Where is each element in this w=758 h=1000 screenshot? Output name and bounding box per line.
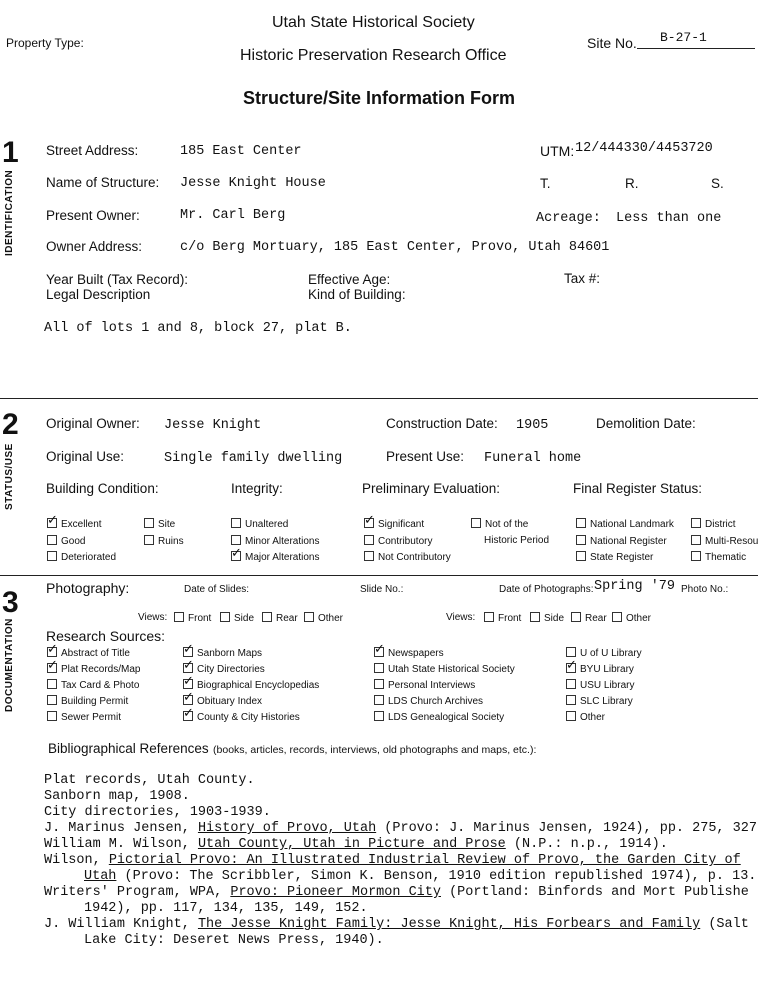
checkbox-checked[interactable] — [183, 663, 193, 673]
bib-author: William M. Wilson, — [44, 837, 198, 852]
prelim-significant[interactable] — [364, 518, 424, 530]
integrity-minor-label: Minor Alterations — [245, 536, 320, 547]
source-other[interactable] — [566, 711, 605, 723]
checkbox[interactable] — [484, 612, 494, 622]
present-owner-value: Mr. Carl Berg — [180, 208, 286, 223]
checkbox[interactable] — [220, 612, 230, 622]
source-label: BYU Library — [580, 664, 634, 675]
checkbox-checked[interactable] — [231, 551, 241, 561]
source-label: Newspapers — [388, 648, 444, 659]
source-byu[interactable] — [566, 663, 634, 675]
view-front-label: Front — [498, 613, 522, 624]
bib-title: Provo: Pioneer Mormon City — [230, 885, 441, 900]
bib-title: History of Provo, Utah — [197, 821, 377, 836]
view-left-rear[interactable] — [262, 612, 298, 624]
checkbox[interactable] — [374, 663, 384, 673]
street-address-value: 185 East Center — [180, 144, 302, 159]
cond-excellent[interactable] — [47, 518, 102, 530]
checkbox[interactable] — [576, 535, 586, 545]
bib-line-10 — [44, 917, 749, 933]
photo-no-label: Photo No.: — [681, 584, 729, 595]
slides-date-label: Date of Slides: — [184, 584, 250, 595]
cond-deteriorated[interactable] — [47, 551, 116, 563]
structure-name-label: Name of Structure: — [46, 175, 160, 190]
kind-of-building-label: Kind of Building: — [308, 287, 406, 302]
checkbox[interactable] — [374, 679, 384, 689]
utm-value: 12/444330/4453720 — [575, 141, 713, 156]
section-divider-1 — [0, 398, 758, 399]
source-label: LDS Church Archives — [388, 696, 484, 707]
original-use-value: Single family dwelling — [164, 451, 343, 466]
year-built-label: Year Built (Tax Record): — [46, 272, 189, 287]
source-lds-genealogy[interactable] — [374, 711, 504, 723]
final-national-register-label: National Register — [590, 536, 667, 547]
source-label: City Directories — [197, 664, 265, 675]
view-right-rear[interactable] — [571, 612, 607, 624]
checkbox[interactable] — [566, 711, 576, 721]
checkbox[interactable] — [566, 695, 576, 705]
checkbox[interactable] — [144, 535, 154, 545]
checkbox[interactable] — [566, 647, 576, 657]
final-national-register[interactable] — [576, 535, 667, 547]
utm-label: UTM: — [540, 143, 575, 159]
views-left-label: Views: — [138, 612, 168, 623]
checkbox[interactable] — [231, 535, 241, 545]
source-label: LDS Genealogical Society — [388, 712, 505, 723]
checkbox-checked[interactable] — [47, 663, 57, 673]
view-right-side[interactable] — [530, 612, 564, 624]
source-label: Tax Card & Photo — [61, 680, 140, 691]
checkbox[interactable] — [571, 612, 581, 622]
source-histories[interactable] — [183, 711, 300, 723]
source-interviews[interactable] — [374, 679, 475, 691]
checkbox[interactable] — [47, 679, 57, 689]
source-label: U of U Library — [580, 648, 642, 659]
integrity-label: Integrity: — [231, 481, 283, 496]
bib-line-4 — [44, 821, 757, 837]
checkbox[interactable] — [47, 711, 57, 721]
bib-author: Writers' Program, WPA, — [44, 885, 231, 900]
bib-line-2: Sanborn map, 1908. — [44, 789, 190, 804]
integrity-major-label: Major Alterations — [245, 552, 320, 563]
cond-deteriorated-label: Deteriorated — [61, 552, 117, 563]
t-label: T. — [540, 176, 551, 191]
street-address-label: Street Address: — [46, 143, 139, 158]
section-1-number: 1 — [2, 136, 19, 169]
final-national-landmark[interactable] — [576, 518, 674, 530]
bib-sublabel: (books, articles, records, interviews, old photographs and maps, etc.): — [213, 744, 537, 756]
research-sources-label: Research Sources: — [46, 628, 166, 644]
photos-date-label: Date of Photographs: — [499, 584, 594, 595]
checkbox[interactable] — [47, 695, 57, 705]
checkbox[interactable] — [144, 518, 154, 528]
checkbox[interactable] — [691, 535, 701, 545]
tax-number-label: Tax #: — [564, 271, 601, 286]
building-condition-label: Building Condition: — [46, 481, 159, 496]
view-front-label: Front — [188, 613, 212, 624]
cond-good[interactable] — [47, 535, 85, 547]
view-rear-label: Rear — [276, 613, 298, 624]
effective-age-label: Effective Age: — [308, 272, 391, 287]
bib-line-1: Plat records, Utah County. — [44, 773, 255, 788]
source-label: Utah State Historical Society — [388, 664, 515, 675]
section-1-side-label: IDENTIFICATION — [4, 169, 15, 256]
final-register-label: Final Register Status: — [573, 481, 703, 496]
checkbox-checked[interactable] — [183, 711, 193, 721]
source-label: Plat Records/Map — [61, 664, 141, 675]
view-other-label: Other — [626, 613, 652, 624]
source-lds-archives[interactable] — [374, 695, 483, 707]
view-rear-label: Rear — [585, 613, 607, 624]
bib-title: Pictorial Provo: An Illustrated Industrial Review of Provo, the Garden City of — [108, 853, 741, 868]
cond-excellent-label: Excellent — [61, 519, 102, 530]
bib-pub: (N.P.: n.p., 1914). — [505, 837, 668, 852]
final-state-register[interactable] — [576, 551, 653, 563]
final-state-register-label: State Register — [590, 552, 654, 563]
section-divider-2 — [0, 575, 758, 576]
checkbox[interactable] — [374, 711, 384, 721]
original-use-label: Original Use: — [46, 449, 125, 464]
cond-ruins-label: Ruins — [158, 536, 184, 547]
checkbox[interactable] — [530, 612, 540, 622]
owner-address-label: Owner Address: — [46, 239, 143, 254]
source-label: Sanborn Maps — [197, 648, 263, 659]
office-name: Historic Preservation Research Office — [240, 47, 507, 64]
bib-line-8 — [44, 885, 749, 901]
owner-address-value: c/o Berg Mortuary, 185 East Center, Provo, Utah 84601 — [180, 240, 610, 255]
present-owner-label: Present Owner: — [46, 208, 140, 223]
source-label: Abstract of Title — [61, 648, 130, 659]
checkbox-checked[interactable] — [364, 518, 374, 528]
s-label: S. — [711, 176, 724, 191]
preliminary-evaluation-label: Preliminary Evaluation: — [362, 481, 501, 496]
bib-author: Wilson, — [44, 853, 109, 868]
checkbox[interactable] — [471, 518, 481, 528]
acreage-value: Less than one — [616, 211, 722, 226]
integrity-unaltered[interactable] — [231, 518, 288, 530]
section-3-number: 3 — [2, 586, 19, 619]
source-label: County & City Histories — [197, 712, 300, 723]
prelim-contributory-label: Contributory — [378, 536, 433, 547]
source-building-permit[interactable] — [47, 695, 128, 707]
checkbox[interactable] — [576, 551, 586, 561]
checkbox[interactable] — [174, 612, 184, 622]
bib-label: Bibliographical References — [48, 741, 209, 756]
checkbox-checked[interactable] — [183, 695, 193, 705]
source-label: USU Library — [580, 680, 635, 691]
source-label: Building Permit — [61, 696, 129, 707]
source-abstract[interactable] — [47, 647, 130, 659]
source-newspapers[interactable] — [374, 647, 444, 659]
source-label: SLC Library — [580, 696, 633, 707]
site-no-value: B-27-1 — [660, 30, 707, 45]
source-uofu[interactable] — [566, 647, 642, 659]
prelim-not-of-label: Not of the — [485, 519, 529, 530]
bib-line-3: City directories, 1903-1939. — [44, 805, 271, 820]
present-use-value: Funeral home — [484, 451, 582, 466]
final-multi-resource-label: Multi-Resou — [705, 536, 758, 547]
checkbox[interactable] — [691, 518, 701, 528]
cond-site[interactable] — [144, 518, 175, 530]
cond-site-label: Site — [158, 519, 176, 530]
site-no-underline — [637, 48, 755, 49]
checkbox[interactable] — [566, 679, 576, 689]
bib-line-5 — [44, 837, 668, 853]
bib-pub: (Provo: J. Marinus Jensen, 1924), pp. 275, 327 — [376, 821, 757, 836]
source-taxcard[interactable] — [47, 679, 139, 691]
prelim-significant-label: Significant — [378, 519, 425, 530]
integrity-minor[interactable] — [231, 535, 319, 547]
bib-title: Utah — [84, 869, 117, 884]
source-ushs[interactable] — [374, 663, 515, 675]
view-right-front[interactable] — [484, 612, 521, 624]
original-owner-value: Jesse Knight — [164, 418, 262, 433]
source-plat[interactable] — [47, 663, 140, 675]
present-use-label: Present Use: — [386, 449, 465, 464]
source-sanborn[interactable] — [183, 647, 262, 659]
checkbox[interactable] — [262, 612, 272, 622]
source-label: Obituary Index — [197, 696, 263, 707]
bib-title: The Jesse Knight Family: Jesse Knight, His Forbears and Family — [197, 917, 701, 932]
view-side-label: Side — [544, 613, 565, 624]
construction-date-value: 1905 — [516, 418, 549, 433]
checkbox-checked[interactable] — [566, 663, 576, 673]
section-2-side-label: STATUS/USE — [4, 443, 15, 510]
checkbox[interactable] — [612, 612, 622, 622]
bib-pub: (Portland: Binfords and Mort Publishe — [440, 885, 749, 900]
org-name: Utah State Historical Society — [272, 14, 475, 31]
bib-pub: (Provo: The Scribbler, Simon K. Benson, 1910 edition republished 1974), p. 13. — [116, 869, 757, 884]
source-obituary[interactable] — [183, 695, 262, 707]
final-thematic[interactable] — [691, 551, 746, 563]
checkbox[interactable] — [47, 535, 57, 545]
source-bio-enc[interactable] — [183, 679, 319, 691]
bib-line-7 — [84, 869, 756, 885]
view-left-other[interactable] — [304, 612, 343, 624]
checkbox[interactable] — [231, 518, 241, 528]
checkbox-checked[interactable] — [47, 647, 57, 657]
prelim-historic-period-label: Historic Period — [484, 535, 550, 546]
integrity-major[interactable] — [231, 551, 319, 563]
checkbox[interactable] — [364, 551, 374, 561]
view-left-front[interactable] — [174, 612, 211, 624]
original-owner-label: Original Owner: — [46, 416, 140, 431]
r-label: R. — [625, 176, 639, 191]
view-side-label: Side — [234, 613, 255, 624]
view-left-side[interactable] — [220, 612, 254, 624]
view-other-label: Other — [318, 613, 344, 624]
source-label: Biographical Encyclopedias — [197, 680, 320, 691]
construction-date-label: Construction Date: — [386, 416, 498, 431]
bib-line-9: 1942), pp. 117, 134, 135, 149, 152. — [84, 901, 368, 916]
final-multi-resource[interactable] — [691, 535, 758, 547]
bib-author: J. William Knight, — [44, 917, 198, 932]
prelim-contributory[interactable] — [364, 535, 432, 547]
acreage-label: Acreage: — [536, 211, 601, 226]
legal-description-label: Legal Description — [46, 287, 151, 302]
integrity-unaltered-label: Unaltered — [245, 519, 289, 530]
photos-date-value: Spring '79 — [594, 579, 676, 594]
legal-description-value: All of lots 1 and 8, block 27, plat B. — [44, 321, 352, 336]
cond-ruins[interactable] — [144, 535, 184, 547]
checkbox-checked[interactable] — [374, 647, 384, 657]
prelim-not-contributory[interactable] — [364, 551, 451, 563]
checkbox[interactable] — [47, 551, 57, 561]
section-2-number: 2 — [2, 408, 19, 441]
bib-line-11: Lake City: Deseret News Press, 1940). — [84, 933, 384, 948]
final-district[interactable] — [691, 518, 736, 530]
final-national-landmark-label: National Landmark — [590, 519, 674, 530]
source-label: Sewer Permit — [61, 712, 122, 723]
form-title: Structure/Site Information Form — [243, 88, 516, 108]
final-district-label: District — [705, 519, 736, 530]
checkbox[interactable] — [576, 518, 586, 528]
checkbox-checked[interactable] — [183, 647, 193, 657]
source-sewer-permit[interactable] — [47, 711, 121, 723]
source-city-dir[interactable] — [183, 663, 265, 675]
checkbox-checked[interactable] — [47, 518, 57, 528]
source-label: Personal Interviews — [388, 680, 476, 691]
site-no-label: Site No. — [587, 35, 637, 51]
photography-label: Photography: — [46, 580, 130, 596]
source-slc[interactable] — [566, 695, 633, 707]
bib-heading — [48, 740, 536, 758]
checkbox[interactable] — [374, 695, 384, 705]
source-usu[interactable] — [566, 679, 634, 691]
bib-author: J. Marinus Jensen, — [44, 821, 198, 836]
bib-pub: (Salt — [700, 917, 749, 932]
slide-no-label: Slide No.: — [360, 584, 404, 595]
checkbox-checked[interactable] — [183, 679, 193, 689]
demolition-date-label: Demolition Date: — [596, 416, 696, 431]
property-type-label: Property Type: — [6, 36, 84, 50]
prelim-not-of-period[interactable] — [471, 518, 528, 530]
source-label: Other — [580, 712, 606, 723]
views-right-label: Views: — [446, 612, 476, 623]
cond-good-label: Good — [61, 536, 86, 547]
view-right-other[interactable] — [612, 612, 651, 624]
structure-name-value: Jesse Knight House — [180, 176, 326, 191]
checkbox[interactable] — [691, 551, 701, 561]
bib-title: Utah County, Utah in Picture and Prose — [197, 837, 506, 852]
checkbox[interactable] — [304, 612, 314, 622]
prelim-not-contributory-label: Not Contributory — [378, 552, 451, 563]
final-thematic-label: Thematic — [705, 552, 747, 563]
section-3-side-label: DOCUMENTATION — [4, 618, 15, 712]
checkbox[interactable] — [364, 535, 374, 545]
bib-line-6 — [44, 853, 741, 869]
